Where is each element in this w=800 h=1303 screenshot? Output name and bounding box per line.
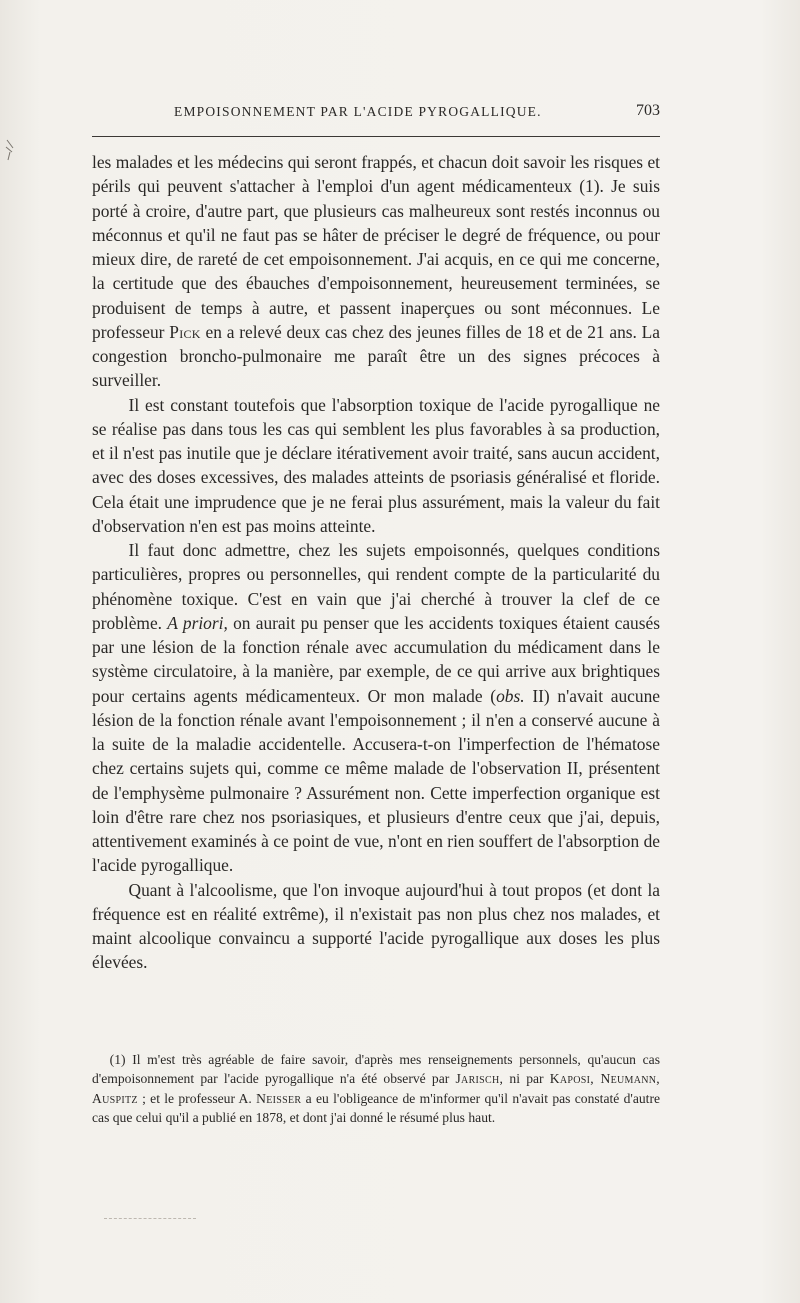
text-run: en a relevé deux cas chez des jeunes filles de 18 et de 21 ans. La congestion broncho-pulmonaire me paraît être un des signes précoces à surveiller. [92, 321, 661, 391]
author-name: Pick [169, 321, 201, 342]
text-run: Il faut donc admettre, chez les sujets empoisonnés, quelques conditions particulières, propres ou personnelles, qui rendent compte de la particularité du phénomène toxique. C'est en vain que j'ai cherché à trouver la clef de ce problème. [92, 540, 660, 633]
margin-pencil-mark [4, 138, 16, 162]
author-name: Neisser [256, 1090, 302, 1106]
paragraph [92, 878, 660, 975]
author-name: Kaposi, Neumann, Auspitz [92, 1071, 660, 1106]
text-run: Il est constant toutefois que l'absorption toxique de l'acide pyrogallique ne se réalise pas dans tous les cas qui semblent les plus favorables à sa production, et il n'est pas inutile que je déclare itérativement avoir traité, sans aucun accident, avec des doses excessives, des malades atteints de psoriasis généralisé et floride. Cela était une imprudence que je ne ferai plus assurément, mais la valeur du fait d'observation n'en est pas moins atteinte. [92, 394, 660, 536]
italic-text: A priori, [167, 612, 228, 633]
footnote-text [92, 1050, 660, 1127]
italic-text: obs. [496, 685, 525, 706]
text-run: (1) Il m'est très agréable de faire savoir, d'après mes renseignements personnels, qu'aucun cas d'empoisonnement par l'acide pyrogallique n'a été observé par [92, 1052, 660, 1087]
text-run: les malades et les médecins qui seront frappés, et chacun doit savoir les risques et périls qui peuvent s'attacher à l'emploi d'un agent médicamenteux (1). Je suis porté à croire, d'autre part, que plusieurs cas malheureux sont restés inconnus ou méconnus et qu'il ne faut pas se hâter de préciser le degré de fréquence, ou pour mieux dire, de rareté de cet empoisonnement. J'ai acquis, en ce qui me concerne, la certitude que des ébauches d'empoisonnement, heureusement terminées, se produisent de temps à autre, et passent inaperçues ou sont méconnues. Le professeur [92, 152, 660, 342]
page-number: 703 [636, 102, 660, 119]
running-title: EMPOISONNEMENT PAR L'ACIDE PYROGALLIQUE. [174, 104, 542, 119]
paragraph [92, 393, 660, 539]
text-run: ni par [503, 1071, 550, 1087]
text-run: II) n'avait aucune lésion de la fonction rénale avant l'empoisonnement ; il n'en a conservé aucune à la suite de la maladie accidentelle. Accusera-t-on l'imperfection de l'hématose chez certains sujets qui, comme ce même malade de l'observation II, présentent de l'emphysème pulmonaire ? Assurément non. Cette imperfection organique est loin d'être rare chez nos psoriasiques, et plusieurs d'entre ceux que j'ai, depuis, attentivement examinés à ce point de vue, n'ont en rien souffert de l'absorption de l'acide pyrogallique. [92, 685, 660, 876]
bottom-faint-rule [104, 1218, 196, 1219]
body-text [92, 150, 660, 975]
paragraph [92, 538, 660, 878]
text-run: ; et le professeur A. [137, 1090, 257, 1106]
header-rule [92, 136, 660, 137]
text-run: on aurait pu penser que les accidents toxiques étaient causés par une lésion de la fonction rénale avec accumulation du médicament dans le système circulatoire, à la manière, par exemple, de ce qui arrive aux brightiques pour certains agents médicamenteux. Or mon malade ( [92, 612, 661, 706]
author-name: Jarisch, [455, 1071, 504, 1087]
paragraph [92, 150, 660, 393]
text-run: a eu l'obligeance de m'informer qu'il n'avait pas constaté d'autre cas que celui qu'il a publié en 1878, et dont j'ai donné le résumé plus haut. [92, 1090, 661, 1125]
footnote [92, 1050, 660, 1127]
text-run: Quant à l'alcoolisme, que l'on invoque aujourd'hui à tout propos (et dont la fréquence est en réalité extrême), il n'existait pas non plus chez nos malades, et maint alcoolique convaincu a supporté l'acide pyrogallique aux doses les plus élevées. [92, 879, 660, 973]
running-header [92, 104, 660, 128]
